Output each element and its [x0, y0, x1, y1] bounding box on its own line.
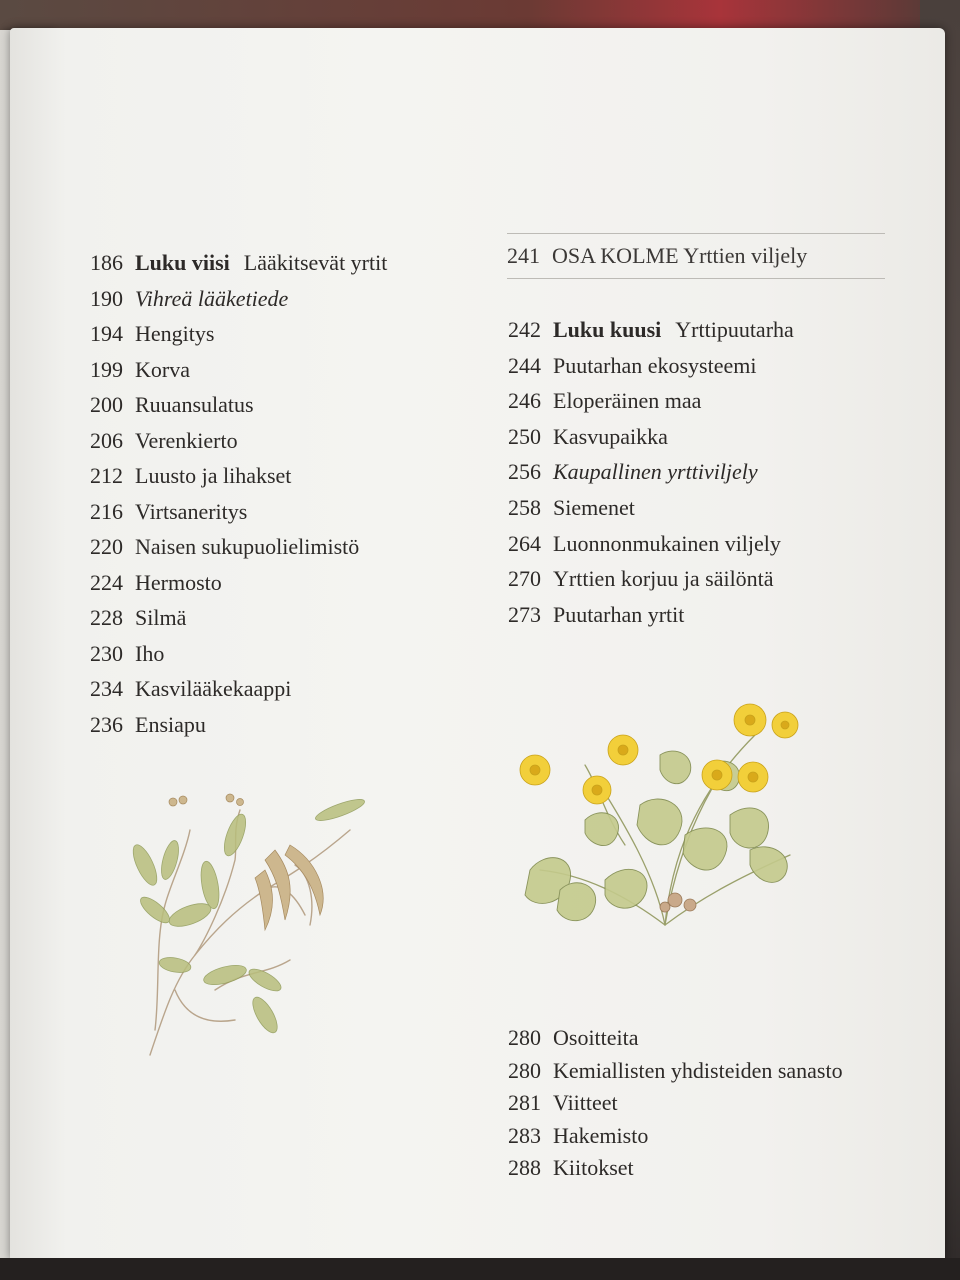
toc-entry	[508, 1055, 843, 1088]
toc-entry	[90, 423, 387, 459]
toc-entry	[508, 312, 794, 348]
toc-entry	[508, 597, 794, 633]
toc-entry	[508, 561, 794, 597]
entry-title: Silmä	[135, 605, 187, 630]
toc-entry	[508, 348, 794, 384]
entry-title: Luonnonmukainen viljely	[553, 530, 781, 556]
entry-title: Puutarhan ekosysteemi	[553, 352, 757, 378]
entry-title: Iho	[135, 640, 165, 666]
willow-branch-illustration	[115, 790, 385, 1070]
toc-entry	[90, 494, 387, 530]
page-number: 216	[90, 498, 123, 524]
entry-title: Korva	[135, 356, 190, 382]
entry-title: Kiitokset	[553, 1155, 634, 1180]
toc-entry	[90, 245, 387, 281]
page-number: 281	[508, 1090, 541, 1115]
page-number: 220	[90, 534, 123, 559]
page-number: 250	[508, 423, 541, 449]
page-number: 270	[508, 566, 541, 592]
page-number: 256	[508, 459, 541, 485]
page-number: 258	[508, 494, 541, 520]
toc-entry	[90, 316, 387, 352]
toc-entry	[90, 565, 387, 601]
page-number: 236	[90, 711, 123, 737]
page-number: 190	[90, 285, 123, 311]
toc-entry	[90, 281, 387, 317]
page-number: 273	[508, 601, 541, 627]
toc-entry	[508, 1152, 843, 1185]
page-number: 230	[90, 640, 123, 666]
entry-subtitle: Yrttipuutarha	[675, 317, 794, 342]
page-number: 264	[508, 530, 541, 556]
entry-title: Luku viisi	[135, 250, 230, 275]
entry-title: Kaupallinen yrttiviljely	[553, 459, 758, 485]
toc-entry	[508, 454, 794, 490]
toc-entry	[90, 387, 387, 423]
entry-title: Naisen sukupuolielimistö	[135, 534, 360, 559]
entry-title: Hengitys	[135, 321, 215, 346]
toc-entry	[90, 707, 387, 743]
toc-entry	[508, 383, 794, 419]
part-number: 241	[507, 243, 540, 268]
part-header	[507, 233, 885, 279]
toc-entry	[508, 1022, 843, 1055]
toc-entry	[90, 529, 387, 565]
page-number: 280	[508, 1057, 541, 1083]
entry-subtitle: Lääkitsevät yrtit	[243, 250, 388, 275]
entry-title: Viitteet	[553, 1090, 618, 1115]
toc-entry	[90, 636, 387, 672]
page-number: 283	[508, 1122, 541, 1148]
page-number: 234	[90, 676, 123, 701]
entry-title: Kasvupaikka	[553, 423, 668, 449]
entry-title: Yrttien korjuu ja säilöntä	[553, 566, 774, 592]
page-number: 206	[90, 427, 123, 453]
entry-title: Kasvilääkekaappi	[135, 676, 292, 701]
page-number: 228	[90, 605, 123, 630]
page-number: 194	[90, 321, 123, 346]
toc-right-column-top	[508, 312, 794, 632]
page-number: 186	[90, 250, 123, 275]
entry-title: Puutarhan yrtit	[553, 601, 685, 627]
entry-title: Hermosto	[135, 569, 222, 595]
page-number: 224	[90, 569, 123, 595]
page-number: 199	[90, 356, 123, 382]
toc-left-column	[90, 245, 387, 742]
entry-title: Luku kuusi	[553, 317, 662, 342]
toc-entry	[508, 419, 794, 455]
page-bottom-edge	[0, 1258, 960, 1280]
toc-entry	[90, 671, 387, 707]
entry-title: Luusto ja lihakset	[135, 463, 292, 488]
toc-entry	[508, 1120, 843, 1153]
entry-title: Ruuansulatus	[135, 392, 254, 417]
page-number: 200	[90, 392, 123, 417]
toc-entry	[90, 458, 387, 494]
page-number: 212	[90, 463, 123, 488]
entry-title: Osoitteita	[553, 1025, 639, 1050]
entry-title: Eloperäinen maa	[553, 388, 702, 414]
entry-title: Vihreä lääketiede	[135, 285, 289, 311]
page-number: 280	[508, 1025, 541, 1050]
toc-right-column-bottom	[508, 1022, 843, 1185]
toc-entry	[90, 352, 387, 388]
entry-title: Kemiallisten yhdisteiden sanasto	[553, 1057, 843, 1083]
toc-entry	[508, 526, 794, 562]
toc-entry	[90, 600, 387, 636]
toc-entry	[508, 490, 794, 526]
yellow-flower-plant-illustration	[505, 695, 820, 950]
entry-title: Ensiapu	[135, 711, 206, 737]
page-number: 242	[508, 317, 541, 342]
toc-entry	[508, 1087, 843, 1120]
part-title: OSA KOLME Yrttien viljely	[552, 243, 808, 268]
page-number: 288	[508, 1155, 541, 1180]
page-number: 244	[508, 352, 541, 378]
entry-title: Verenkierto	[135, 427, 238, 453]
entry-title: Virtsaneritys	[135, 498, 248, 524]
entry-title: Hakemisto	[553, 1122, 649, 1148]
entry-title: Siemenet	[553, 494, 635, 520]
page-number: 246	[508, 388, 541, 414]
